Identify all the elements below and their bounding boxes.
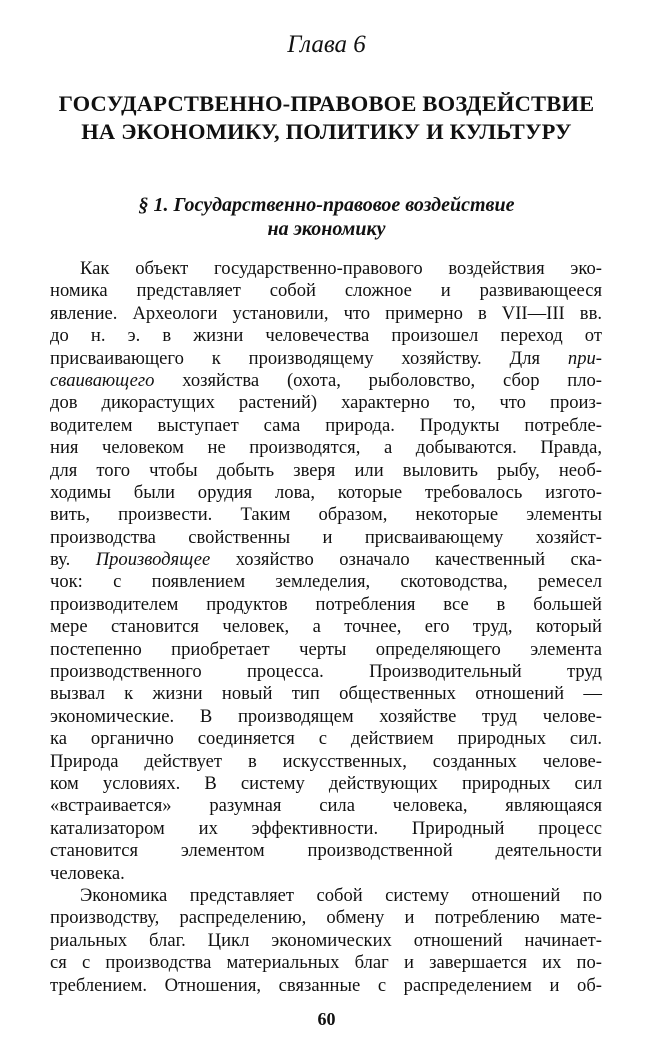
text-line: ком условиях. В систему действующих природных сил: [50, 772, 602, 794]
text-line: явление. Археологи установили, что примерно в VII—III вв.: [50, 302, 602, 324]
text-line: вить, произвести. Таким образом, некоторые элементы: [50, 504, 602, 526]
text-line: становится элементом производственной деятельности: [50, 840, 602, 862]
italic-term: сваивающего: [50, 369, 155, 391]
text-line: ся с производства материальных благ и завершается их по-: [50, 952, 602, 974]
chapter-title: [40, 90, 613, 146]
text-line: Как объект государственно-правового воздействия эко-: [80, 258, 602, 279]
text-line: [50, 348, 602, 370]
text-line: мере становится человек, а точнее, его труд, который: [50, 616, 602, 638]
italic-term: при-: [567, 347, 602, 369]
text-fragment: присваивающего к производящему хозяйству. Для: [50, 347, 541, 369]
text-line: риальных благ. Цикл экономических отношений начинает-: [50, 929, 602, 951]
italic-term: Производящее: [95, 549, 211, 571]
text-line: номика представляет собой сложное и развивающееся: [50, 280, 602, 302]
text-line: Природа действует в искусственных, созданных челове-: [50, 750, 602, 772]
text-line: до н. э. в жизни человечества произошел переход от: [50, 325, 602, 347]
text-line: ка органично соединяется с действием природных сил.: [50, 728, 602, 750]
section-heading-line: на экономику: [267, 218, 386, 240]
text-line: катализатором их эффективности. Природный процесс: [50, 817, 602, 839]
text-line: для того чтобы добыть зверя или выловить рыбу, необ-: [50, 459, 602, 481]
text-fragment: ву.: [50, 549, 71, 571]
text-line: производственного процесса. Производительный труд: [50, 661, 602, 683]
text-line: производству, распределению, обмену и потреблению мате-: [50, 907, 602, 929]
chapter-title-line: НА ЭКОНОМИКУ, ПОЛИТИКУ И КУЛЬТУРУ: [81, 119, 572, 144]
section-heading: [60, 193, 593, 241]
body-text: [50, 258, 602, 997]
chapter-title-line: ГОСУДАРСТВЕННО-ПРАВОВОЕ ВОЗДЕЙСТВИЕ: [58, 91, 595, 116]
text-line: [50, 549, 602, 571]
text-fragment: хозяйство означало качественный ска-: [235, 549, 602, 571]
text-line: [50, 370, 602, 392]
text-line: производителем продуктов потребления все в большей: [50, 593, 602, 615]
text-line: Экономика представляет собой систему отношений по: [80, 884, 602, 906]
text-line: экономические. В производящем хозяйстве труд челове-: [50, 705, 602, 727]
text-line: треблением. Отношения, связанные с распределением и об-: [50, 974, 602, 996]
text-line: человека.: [50, 862, 125, 884]
text-line: чок: с появлением земледелия, скотоводства, ремесел: [50, 571, 602, 593]
text-line: производства свойственны и присваивающему хозяйст-: [50, 526, 602, 548]
page-number: 60: [317, 1009, 336, 1029]
text-line: водителем выступает сама природа. Продукты потребле-: [50, 414, 602, 436]
text-line: ния человеком не производятся, а добываются. Правда,: [50, 437, 602, 459]
text-line: «встраивается» разумная сила человека, являющаяся: [50, 795, 602, 817]
text-fragment: хозяйства (охота, рыболовство, сбор пло-: [182, 369, 602, 391]
chapter-heading: Глава 6: [287, 31, 366, 58]
text-line: дов дикорастущих растений) характерно то, что произ-: [50, 392, 602, 414]
text-line: вызвал к жизни новый тип общественных отношений —: [50, 683, 602, 705]
section-heading-line: § 1. Государственно-правовое воздействие: [138, 194, 515, 216]
text-line: постепенно приобретает черты определяющего элемента: [50, 638, 602, 660]
text-line: ходимы были орудия лова, которые требовалось изгото-: [50, 481, 602, 503]
